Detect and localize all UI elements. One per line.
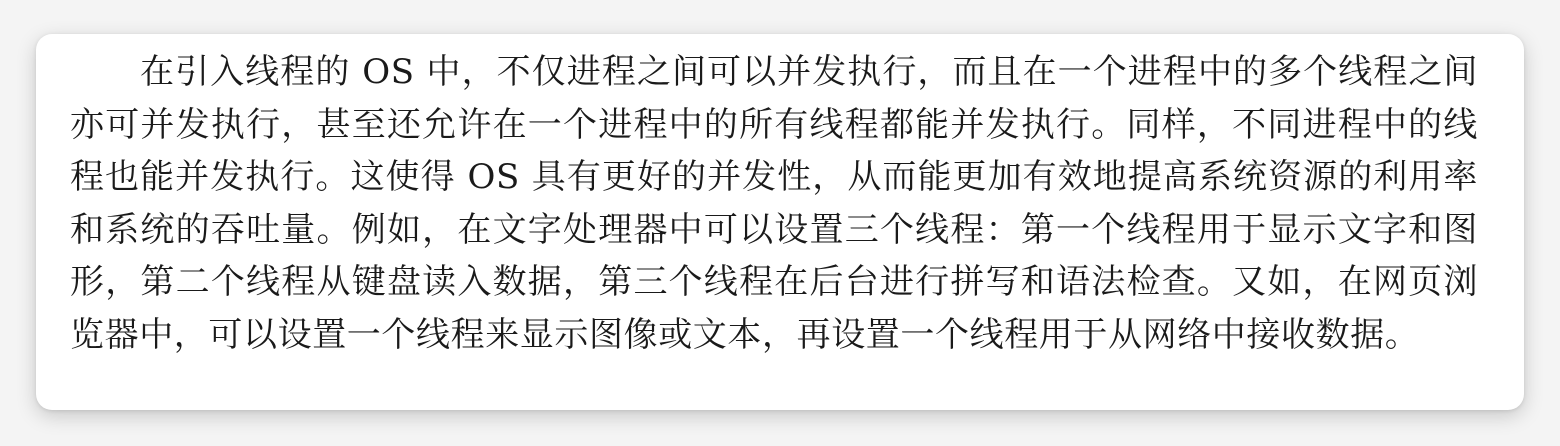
text-card: [36, 34, 1524, 410]
body-paragraph: 在引入线程的 OS 中，不仅进程之间可以并发执行，而且在一个进程中的多个线程之间亦可并发执行，甚至还允许在一个进程中的所有线程都能并发执行。同样，不同进程中的线程也能并发执行。这使得 OS 具有更好的并发性，从而能更加有效地提高系统资源的利用率和系统的吞吐量。例如，在文字处理器中可以设置三个线程：第一个线程用于显示文字和图形，第二个线程从键盘读入数据，第三个线程在后台进行拼写和语法检查。又如，在网页浏览器中，可以设置一个线程来显示图像或文本，再设置一个线程用于从网络中接收数据。: [70, 52, 1478, 355]
